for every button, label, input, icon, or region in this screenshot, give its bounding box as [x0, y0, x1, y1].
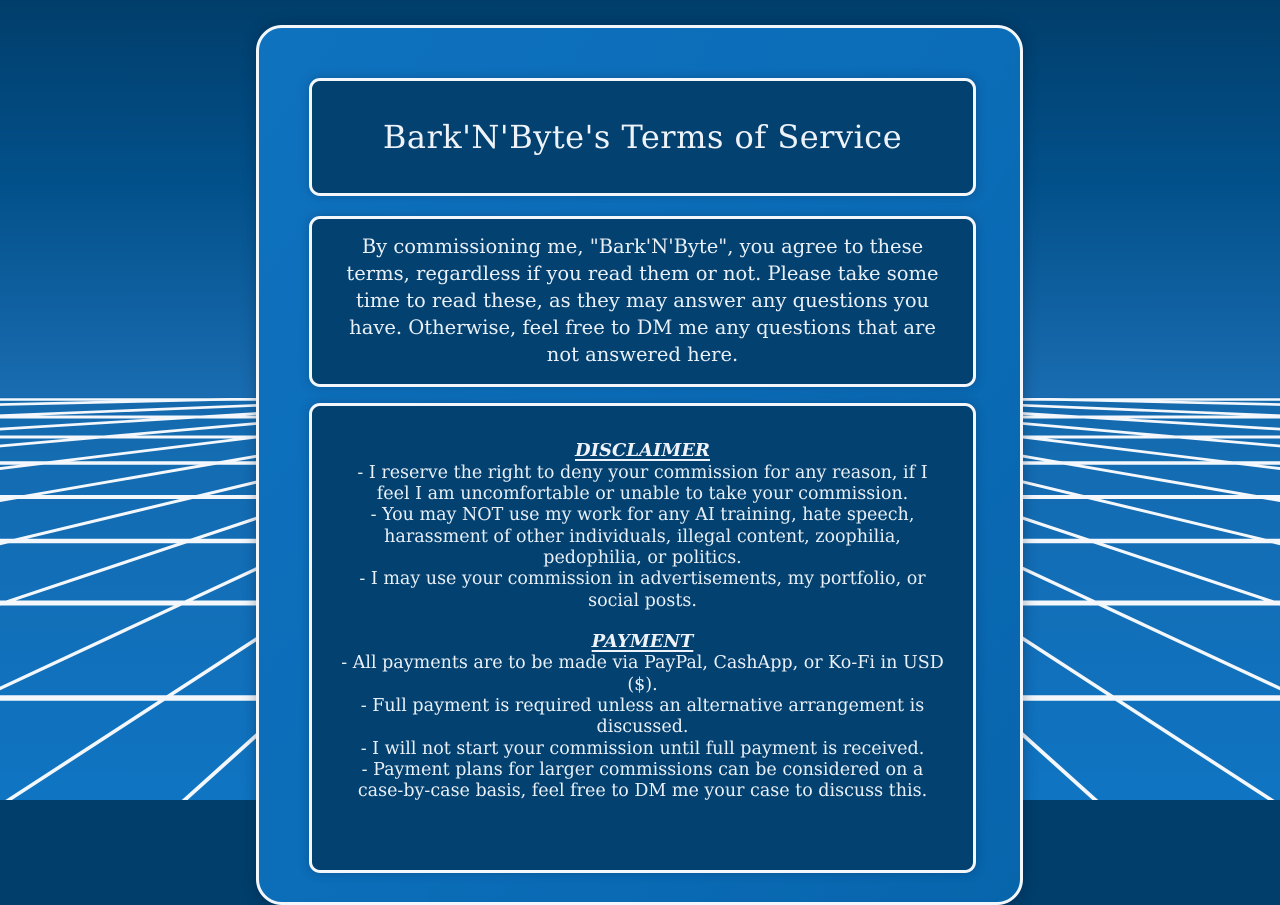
section-heading: DISCLAIMER — [575, 440, 710, 461]
tos-section — [340, 631, 945, 803]
terms-panel — [309, 403, 976, 873]
section-item: - Payment plans for larger commissions can be considered on a case-by-case basis, feel free to DM me your case to discuss this. — [357, 760, 928, 802]
tos-section — [340, 440, 945, 612]
title-panel — [309, 78, 976, 196]
section-item: - I may use your commission in advertisements, my portfolio, or social posts. — [359, 569, 926, 611]
intro-panel — [309, 216, 976, 387]
intro-text: By commissioning me, "Bark'N'Byte", you agree to these terms, regardless if you read them or not. Please take some time to read these, as they may answer any questions you have. Otherwise, feel free to DM me any questions that are not answered here. — [346, 235, 939, 366]
section-item: - Full payment is required unless an alternative arrangement is discussed. — [360, 696, 925, 738]
tos-card — [256, 25, 1023, 905]
section-item: - You may NOT use my work for any AI training, hate speech, harassment of other individuals, illegal content, zoophilia, pedophilia, or politics. — [370, 505, 915, 568]
tos-sections — [340, 440, 945, 803]
section-item: - All payments are to be made via PayPal, CashApp, or Ko-Fi in USD ($). — [341, 653, 944, 695]
section-item: - I reserve the right to deny your commission for any reason, if I feel I am uncomfortable or unable to take your commission. — [357, 462, 928, 504]
page-title: Bark'N'Byte's Terms of Service — [382, 118, 903, 156]
section-item: - I will not start your commission until full payment is received. — [360, 738, 925, 759]
section-heading: PAYMENT — [591, 630, 694, 652]
